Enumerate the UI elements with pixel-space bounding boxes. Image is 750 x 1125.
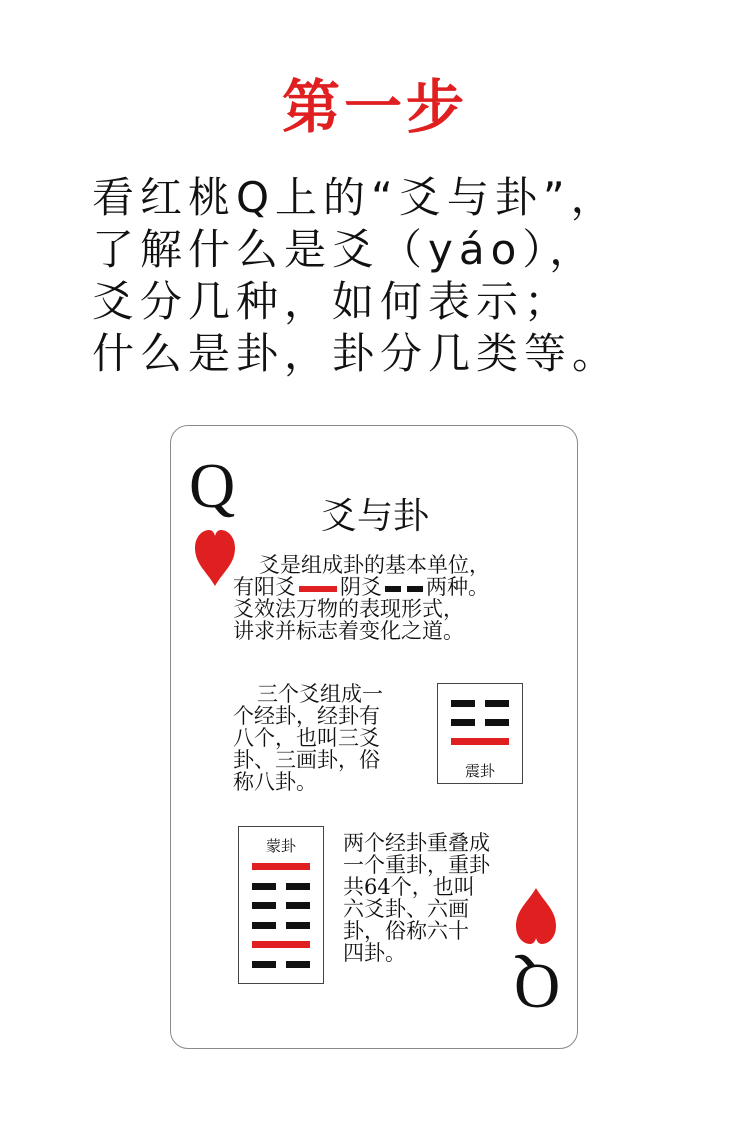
intro-line: 爻分几种，如何表示； <box>92 277 573 326</box>
yin-line-icon <box>385 586 423 592</box>
yang-yao-label: 有阳爻 <box>233 575 296 599</box>
zhen-gua-label: 震卦 <box>464 762 495 780</box>
paragraph-line: 共64个，也叫 <box>343 875 475 899</box>
paragraph-line: 爻是组成卦的基本单位， <box>259 553 490 577</box>
card-rank-top: Q <box>189 450 236 521</box>
yin-line-segment <box>485 719 509 726</box>
paragraph-line: 爻效法万物的表现形式， <box>233 597 464 621</box>
yin-line-segment <box>286 922 310 929</box>
paragraph-line: 八个，也叫三爻 <box>233 726 380 750</box>
paragraph-line <box>233 576 490 598</box>
yin-line-segment <box>286 902 310 909</box>
intro-line: 看红桃Q上的“爻与卦”， <box>92 173 619 222</box>
yin-line-segment <box>252 922 276 929</box>
intro-line: 什么是卦，卦分几类等。 <box>92 329 621 378</box>
yin-line-segment <box>252 883 276 890</box>
yin-line-segment <box>286 883 310 890</box>
yang-line-icon <box>299 586 337 592</box>
chong-gua-paragraph <box>343 832 490 964</box>
paragraph-line: 六爻卦、六画 <box>343 897 469 921</box>
intro-text <box>92 172 732 380</box>
intro-line: 了解什么是爻（yáo）， <box>92 225 598 274</box>
zhen-gua-box <box>437 683 523 784</box>
jing-gua-paragraph <box>233 683 383 793</box>
paragraph-line: 称八卦。 <box>233 770 317 794</box>
yin-line-segment <box>252 961 276 968</box>
yin-line-segment <box>451 700 475 707</box>
yin-line-segment <box>252 902 276 909</box>
card-rank-bottom: Q <box>514 951 561 1022</box>
card-title: 爻与卦 <box>320 496 429 537</box>
yin-line-segment <box>485 700 509 707</box>
paragraph-line: 讲求并标志着变化之道。 <box>233 619 464 643</box>
paragraph-line: 一个重卦，重卦 <box>343 853 490 877</box>
yang-line <box>252 941 310 948</box>
paragraph-line: 卦，俗称六十 <box>343 919 469 943</box>
yang-line <box>252 863 310 870</box>
paragraph-line: 四卦。 <box>343 941 406 965</box>
paragraph-line: 三个爻组成一 <box>257 682 383 706</box>
yin-line-segment <box>286 961 310 968</box>
meng-gua-box <box>238 826 324 984</box>
yin-line-segment <box>451 719 475 726</box>
two-kinds-label: 两种。 <box>426 575 489 599</box>
yang-line <box>451 738 509 745</box>
paragraph-line: 两个经卦重叠成 <box>343 831 490 855</box>
yao-paragraph <box>233 554 490 642</box>
meng-gua-label: 蒙卦 <box>265 837 296 855</box>
heart-icon <box>514 886 558 946</box>
paragraph-line: 卦、三画卦，俗 <box>233 748 380 772</box>
page-heading: 第一步 <box>281 73 468 141</box>
paragraph-line: 个经卦，经卦有 <box>233 704 380 728</box>
playing-card <box>170 425 578 1049</box>
yin-yao-label: 阴爻 <box>340 575 382 599</box>
